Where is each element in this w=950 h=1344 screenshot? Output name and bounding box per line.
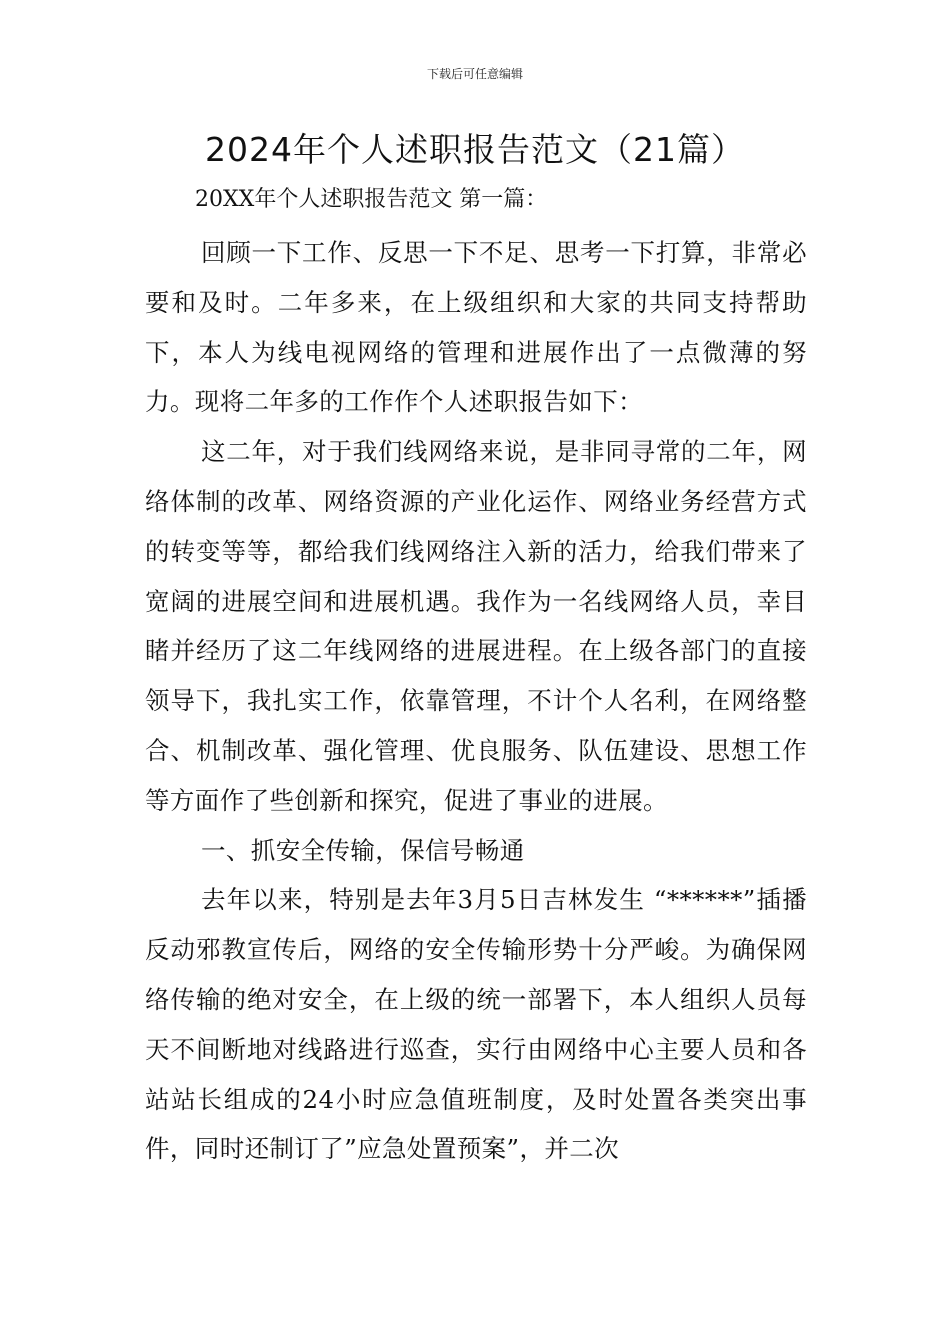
page-header-note: 下载后可任意编辑 xyxy=(426,67,523,81)
document-body xyxy=(145,228,807,1174)
paragraph-1: 回顾一下工作、反思一下不足、思考一下打算，非常必要和及时。二年多来，在上级组织和大家的共同支持帮助下，本人为线电视网络的管理和进展作出了一点微薄的努力。现将二年多的工作作个人述职报告如下： xyxy=(145,238,807,417)
document-title: 2024年个人述职报告范文（21篇） xyxy=(205,130,745,169)
document-subtitle: 20XX年个人述职报告范文 第一篇： xyxy=(195,187,548,212)
paragraph-3: 去年以来，特别是去年3月5日吉林发生 “******”插播反动邪教宣传后，网络的安全传输形势十分严峻。为确保网络传输的绝对安全，在上级的统一部署下，本人组织人员每天不间断地对线路进行巡查，实行由网络中心主要人员和各站站长组成的24小时应急值班制度，及时处置各类突出事件，同时还制订了”应急处置预案”，并二次 xyxy=(145,885,807,1164)
section-heading-1: 一、抓安全传输，保信号畅通 xyxy=(201,835,525,865)
paragraph-2: 这二年，对于我们线网络来说，是非同寻常的二年，网络体制的改革、网络资源的产业化运作、网络业务经营方式的转变等等，都给我们线网络注入新的活力，给我们带来了宽阔的进展空间和进展机遇。我作为一名线网络人员，幸目睹并经历了这二年线网络的进展进程。在上级各部门的直接领导下，我扎实工作，依靠管理，不计个人名利，在网络整合、机制改革、强化管理、优良服务、队伍建设、思想工作等方面作了些创新和探究，促进了事业的进展。 xyxy=(145,437,807,815)
